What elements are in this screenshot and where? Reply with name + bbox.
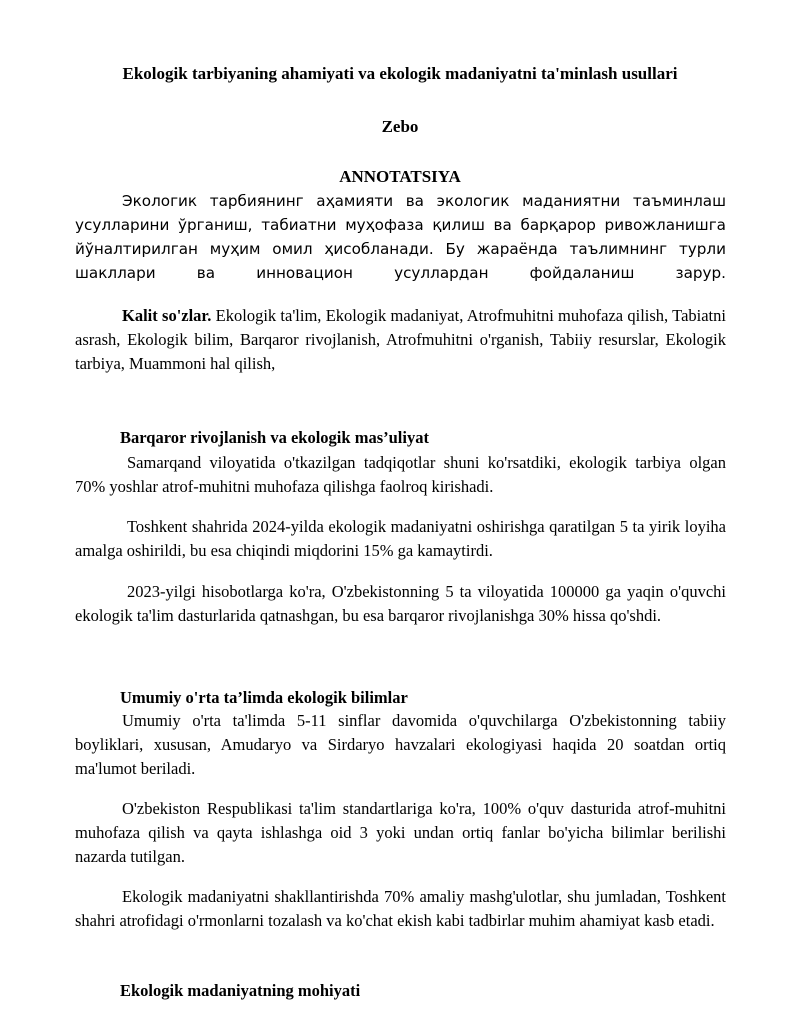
- section-paragraph: Ekologik madaniyatni shakllantirishda 70% amaliy mashg'ulotlar, shu jumladan, Toshkent shahri atrofidagi o'rmonlarni tozalash va ko'chat ekish kabi tadbirlar muhim ahamiyat kasb etadi.: [75, 887, 726, 930]
- section-paragraph: 2023-yilgi hisobotlarga ko'ra, O'zbekistonning 5 ta viloyatida 100000 ga yaqin o'quvchi ekologik ta'lim dasturlarida qatnashgan, bu esa barqaror rivojlanishga 30% hissa qo'shdi.: [75, 582, 726, 625]
- section-paragraph: Toshkent shahrida 2024-yilda ekologik madaniyatni oshirishga qaratilgan 5 ta yirik loyiha amalga oshirildi, bu esa chiqindi miqdorini 15% ga kamaytirdi.: [75, 517, 726, 560]
- section-paragraph: O'zbekiston Respublikasi ta'lim standartlariga ko'ra, 100% o'quv dasturida atrof-muhitni muhofaza qilish va qayta ishlashga oid 3 yoki undan ortiq fanlar bo'yicha bilimlar berilishi nazarda tutilgan.: [75, 799, 726, 866]
- abstract-paragraph: Экологик тарбиянинг аҳамияти ва экологик маданиятни таъминлаш усулларини ўрганиш, табиатни муҳофаза қилиш ва барқарор ривожланишга йўналтирилган муҳим омил ҳисобланади. Бу жараёнда таълимнинг турли шакллари ва инновацион усуллардан фойдаланиш зарур.: [75, 192, 726, 282]
- section-paragraph: Umumiy o'rta ta'limda 5-11 sinflar davomida o'quvchilarga O'zbekistonning tabiiy boyliklari, xususan, Amudaryo va Sirdaryo havzalari ekologiyasi haqida 20 soatdan ortiq ma'lumot beriladi.: [75, 711, 726, 778]
- section-heading: Barqaror rivojlanish va ekologik mas’uliyat: [120, 428, 429, 447]
- section-heading: Umumiy o'rta ta’limda ekologik bilimlar: [120, 688, 408, 707]
- section-paragraph: Samarqand viloyatida o'tkazilgan tadqiqotlar shuni ko'rsatdiki, ekologik tarbiya olgan 70% yoshlar atrof-muhitni muhofaza qilishga faolroq kirishadi.: [75, 453, 726, 496]
- section-heading: Ekologik madaniyatning mohiyati: [120, 981, 361, 1000]
- keywords-text: Ekologik ta'lim, Ekologik madaniyat, Atrofmuhitni muhofaza qilish, Tabiatni asrash, Ekologik bilim, Barqaror rivojlanish, Atrofmuhitni o'rganish, Tabiiy resurslar, Ekologik tarbiya, Muammoni hal qilish,: [75, 306, 726, 373]
- document-title: Ekologik tarbiyaning ahamiyati va ekologik madaniyatni ta'minlash usullari: [122, 64, 678, 83]
- abstract-heading: ANNOTATSIYA: [339, 167, 461, 186]
- keywords-paragraph: [75, 304, 726, 376]
- author-name: Zebo: [381, 117, 419, 136]
- keywords-label: Kalit so'zlar.: [122, 306, 212, 325]
